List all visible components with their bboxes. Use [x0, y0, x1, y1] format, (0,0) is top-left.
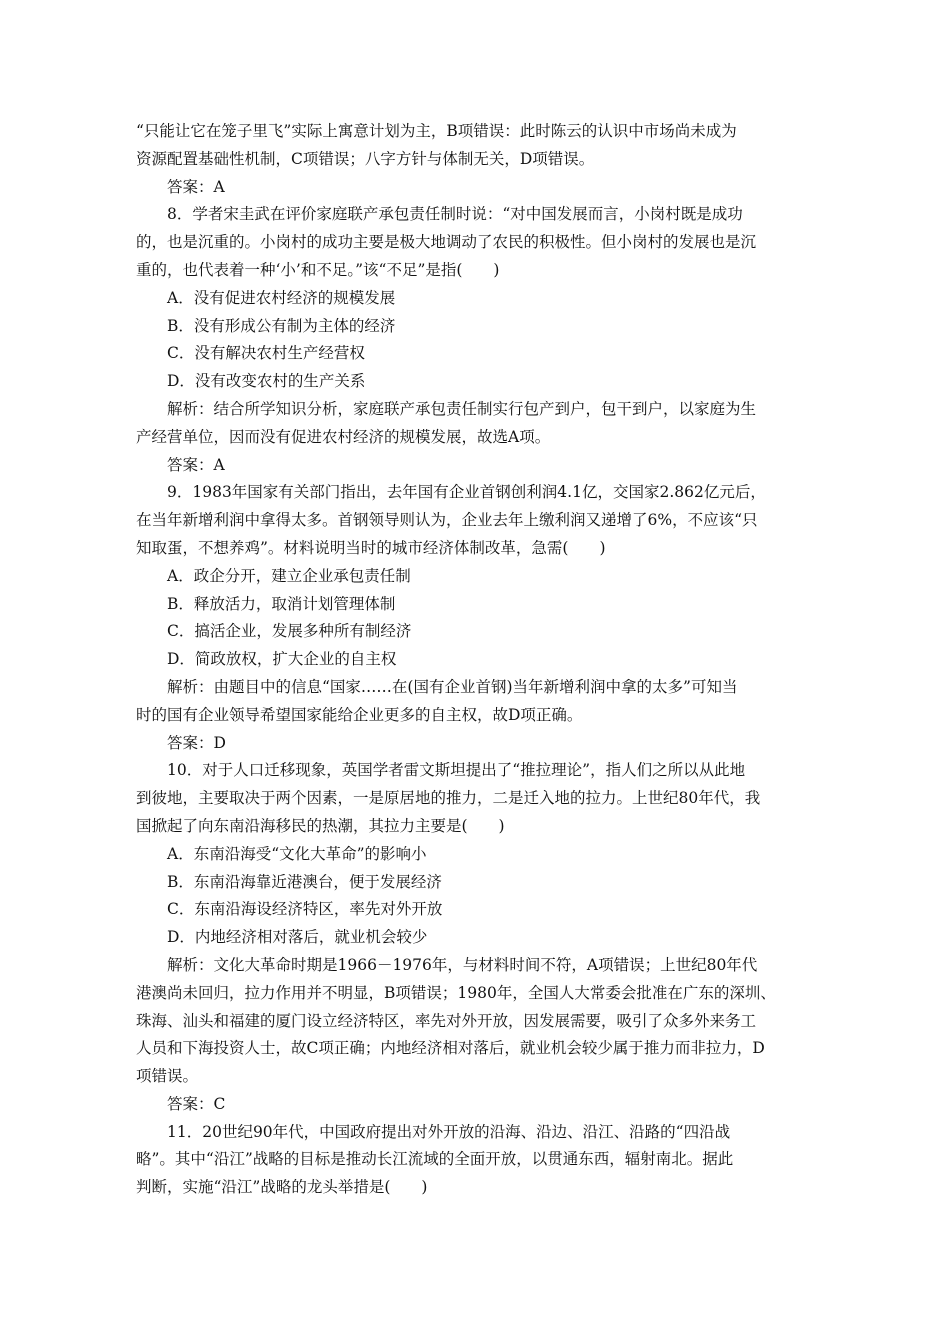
text-line: 答案：D	[167, 733, 226, 752]
text-line: 时的国有企业领导希望国家能给企业更多的自主权，故D项正确。	[136, 705, 583, 724]
text-line: 答案：C	[167, 1094, 226, 1113]
text-line: 的，也是沉重的。小岗村的成功主要是极大地调动了农民的积极性。但小岗村的发展也是沉	[136, 233, 757, 252]
text-line: A．东南沿海受“文化大革命”的影响小	[167, 844, 427, 863]
text-line: 11．20世纪90年代，中国政府提出对外开放的沿海、沿边、沿江、沿路的“四沿战	[167, 1122, 731, 1141]
text-line: A．没有促进农村经济的规模发展	[167, 288, 396, 307]
text-line: D．没有改变农村的生产关系	[167, 372, 366, 391]
text-line: 8．学者宋圭武在评价家庭联产承包责任制时说：“对中国发展而言，小岗村既是成功	[167, 205, 743, 224]
text-line: B．没有形成公有制为主体的经济	[167, 316, 396, 335]
text-line: C．没有解决农村生产经营权	[167, 344, 365, 363]
text-line: C．搞活企业，发展多种所有制经济	[167, 622, 412, 641]
document-body	[136, 118, 824, 1202]
text-line: 人员和下海投资人士，故C项正确；内地经济相对落后，就业机会较少属于推力而非拉力，D	[136, 1039, 765, 1058]
text-line: B．释放活力，取消计划管理体制	[167, 594, 396, 613]
text-line: A．政企分开，建立企业承包责任制	[167, 566, 411, 585]
text-line: 答案：A	[167, 177, 225, 196]
text-line: 国掀起了向东南沿海移民的热潮，其拉力主要是( )	[136, 816, 505, 835]
text-line: D．内地经济相对落后，就业机会较少	[167, 928, 428, 947]
text-line: 重的，也代表着一种‘小’和不足。”该“不足”是指( )	[136, 260, 500, 279]
text-line: 知取蛋，不想养鸡”。材料说明当时的城市经济体制改革，急需( )	[136, 538, 606, 557]
text-line: 资源配置基础性机制，C项错误；八字方针与体制无关，D项错误。	[136, 149, 595, 168]
text-line: 到彼地，主要取决于两个因素，一是原居地的推力，二是迁入地的拉力。上世纪80年代，我	[136, 789, 761, 808]
text-line: D．简政放权，扩大企业的自主权	[167, 650, 397, 669]
text-line: 解析：文化大革命时期是1966－1976年，与材料时间不符，A项错误；上世纪80年代	[167, 955, 758, 974]
text-line: 解析：结合所学知识分析，家庭联产承包责任制实行包产到户，包干到户，以家庭为生	[167, 399, 757, 418]
text-line: 10．对于人口迁移现象，英国学者雷文斯坦提出了“推拉理论”，指人们之所以从此地	[167, 761, 746, 780]
text-line: 在当年新增利润中拿得太多。首钢领导则认为，企业去年上缴利润又递增了6%，不应该“只	[136, 511, 758, 530]
text-line: 珠海、汕头和福建的厦门设立经济特区，率先对外开放，因发展需要，吸引了众多外来务工	[136, 1011, 757, 1030]
text-line: 略”。其中“沿江”战略的目标是推动长江流域的全面开放，以贯通东西，辐射南北。据此	[136, 1150, 734, 1169]
text-line: 解析：由题目中的信息“国家……在(国有企业首钢)当年新增利润中拿的太多”可知当	[167, 677, 738, 696]
text-line: 判断，实施“沿江”战略的龙头举措是( )	[136, 1178, 428, 1197]
text-line: 9．1983年国家有关部门指出，去年国有企业首钢创利润4.1亿，交国家2.862亿元后，	[167, 483, 766, 502]
text-line: 答案：A	[167, 455, 225, 474]
text-line: 项错误。	[136, 1067, 199, 1086]
text-line: B．东南沿海靠近港澳台，便于发展经济	[167, 872, 442, 891]
text-line: C．东南沿海设经济特区，率先对外开放	[167, 900, 443, 919]
text-line: 港澳尚未回归，拉力作用并不明显，B项错误；1980年，全国人大常委会批准在广东的深圳、	[136, 983, 776, 1002]
text-line: 产经营单位，因而没有促进农村经济的规模发展，故选A项。	[136, 427, 551, 446]
text-line: “只能让它在笼子里飞”实际上寓意计划为主，B项错误：此时陈云的认识中市场尚未成为	[136, 122, 737, 140]
